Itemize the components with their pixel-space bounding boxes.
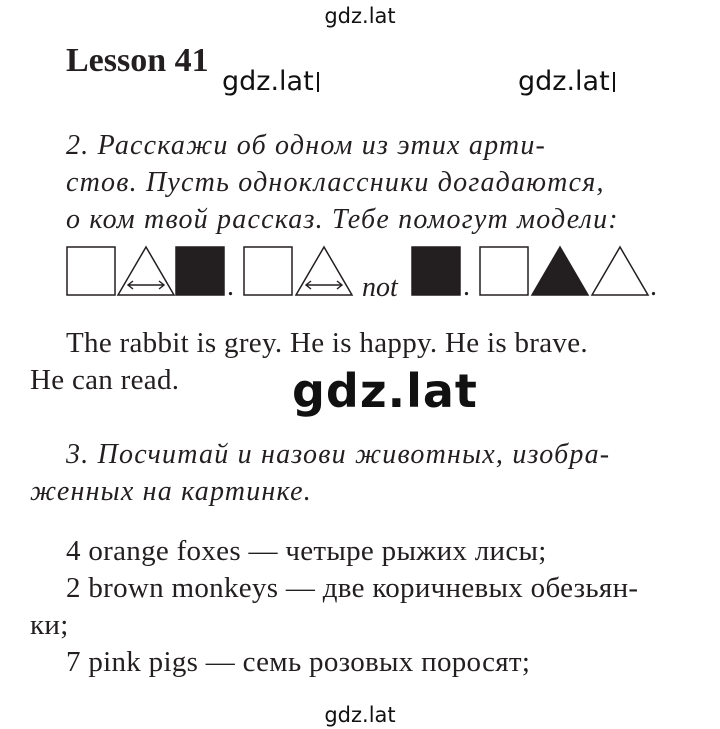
black-square-icon	[176, 247, 224, 295]
white-triangle-icon	[592, 247, 648, 295]
white-triangle-icon	[118, 247, 174, 295]
not-label: not	[362, 272, 398, 303]
answer3-line-3: ки;	[30, 609, 69, 641]
answer2-line-1: The rabbit is grey. He is happy. He is brave.	[66, 327, 588, 359]
period: .	[463, 271, 470, 302]
task3-line-1: 3. Посчитай и назови животных, изобра-	[66, 439, 611, 470]
task2-line-2: стов. Пусть одноклассники догадаются,	[66, 167, 605, 198]
watermark-center: gdz.lat	[292, 364, 478, 418]
white-square-icon	[244, 247, 292, 295]
black-square-icon	[412, 247, 460, 295]
white-square-icon	[480, 247, 528, 295]
watermark-inline-1: gdz.lat	[222, 66, 319, 97]
watermark-bottom: gdz.lat	[324, 703, 396, 727]
period: .	[227, 271, 234, 302]
black-triangle-icon	[532, 247, 588, 295]
answer3-line-4: 7 pink pigs — семь розовых поросят;	[66, 646, 531, 678]
task2-line-3: о ком твой рассказ. Тебе помогут модели:	[66, 204, 619, 235]
watermark-top: gdz.lat	[324, 4, 396, 28]
white-square-icon	[67, 247, 115, 295]
watermark-inline-2: gdz.lat	[518, 66, 615, 97]
lesson-title: Lesson 41	[66, 42, 209, 79]
task2-line-1: 2. Расскажи об одном из этих арти-	[66, 130, 547, 161]
answer2-line-2: He can read.	[30, 364, 180, 396]
answer3-line-1: 4 orange foxes — четыре рыжих лисы;	[66, 535, 547, 567]
task3-line-2: женных на картинке.	[30, 476, 312, 507]
answer3-line-2: 2 brown monkeys — две коричневых обезьян-	[66, 572, 639, 604]
white-triangle-icon	[296, 247, 352, 295]
sentence-model-diagram	[66, 244, 666, 304]
period: .	[650, 271, 657, 302]
